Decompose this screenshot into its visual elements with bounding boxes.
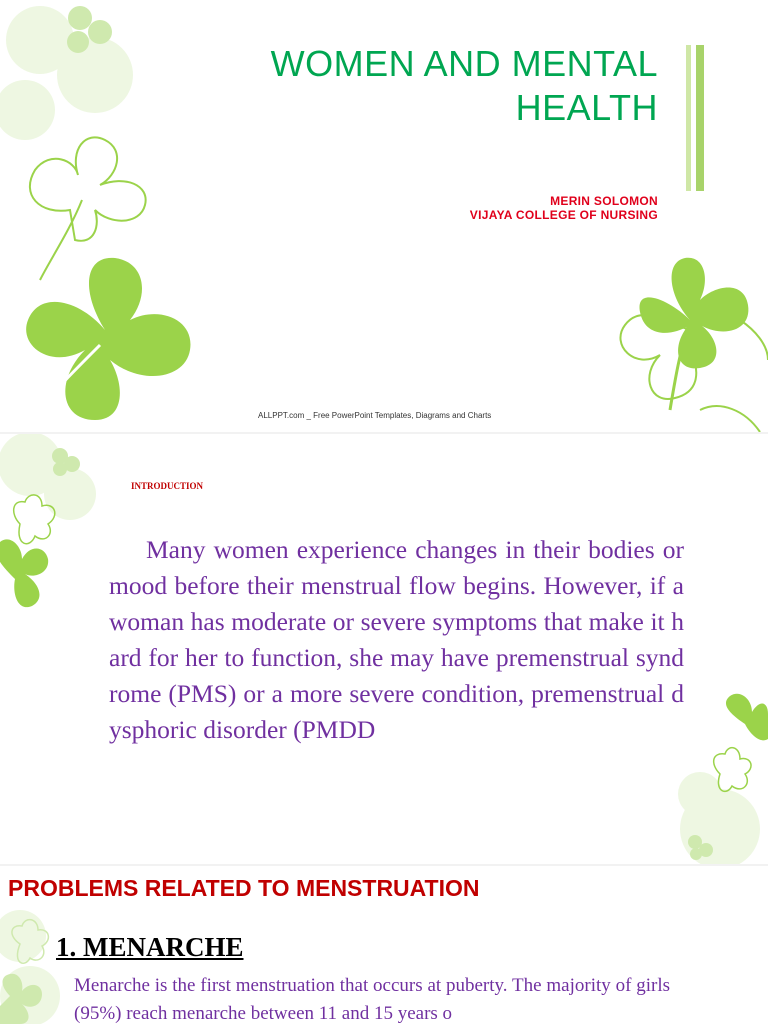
accent-bar-light (686, 45, 691, 191)
menstruation-slide (0, 866, 768, 1024)
author-institution: VIJAYA COLLEGE OF NURSING (469, 208, 658, 222)
menarche-paragraph: Menarche is the first menstruation that occurs at puberty. The majority of girls (95%) reach menarche between 11 and 15 years o (74, 975, 670, 1024)
section-heading: PROBLEMS RELATED TO MENSTRUATION (8, 875, 480, 901)
subheading-menarche: 1. MENARCHE (56, 932, 244, 962)
author-name: MERIN SOLOMON (550, 194, 658, 208)
introduction-slide (0, 434, 768, 864)
template-footer: ALLPPT.com _ Free PowerPoint Templates, Diagrams and Charts (258, 411, 492, 420)
introduction-paragraph: Many women experience changes in their bodies or mood before their menstrual flow begins. However, if a woman has moderate or severe symptoms that make it hard for her to function, she may have premenstrual syndrome (PMS) or a more severe condition, premenstrual dysphoric disorder (PMDD (109, 535, 684, 744)
title-slide (0, 0, 768, 432)
accent-bar-dark (696, 45, 704, 191)
section-heading: INTRODUCTION (131, 481, 204, 491)
slide-title: WOMEN AND MENTAL HEALTH (270, 43, 658, 128)
